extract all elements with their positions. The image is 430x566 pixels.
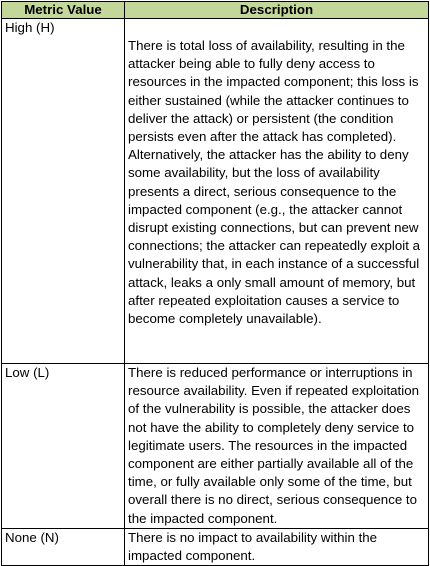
header-description: Description [125,2,429,19]
table-header-row [2,2,429,19]
description-cell: There is no impact to availability within the impacted component. [125,528,429,565]
metric-cell: None (N) [2,528,125,565]
metric-table [1,1,429,566]
description-cell: There is total loss of availability, resulting in the attacker being able to fully deny access to resources in the impacted component; this loss is either sustained (while the attacker continues to deliver the attack) or persistent (the condition persists even after the attack has completed). Alternatively, the attacker has the ability to deny some availability, but the loss of availability presents a direct, serious consequence to the impacted component (e.g., the attacker cannot disrupt existing connections, but can prevent new connections; the attacker can repeatedly exploit a vulnerability that, in each instance of a successful attack, leaks a only small amount of memory, but after repeated exploitation causes a service to become completely unavailable). [125,19,429,364]
header-metric-value: Metric Value [2,2,125,19]
metric-cell: Low (L) [2,364,125,529]
table-row [2,364,429,529]
table-row [2,528,429,565]
metric-cell: High (H) [2,19,125,364]
description-cell: There is reduced performance or interruptions in resource availability. Even if repeated exploitation of the vulnerability is possible, the attacker does not have the ability to completely deny service to legitimate users. The resources in the impacted component are either partially available all of the time, or fully available only some of the time, but overall there is no direct, serious consequence to the impacted component. [125,364,429,529]
table-row [2,19,429,364]
